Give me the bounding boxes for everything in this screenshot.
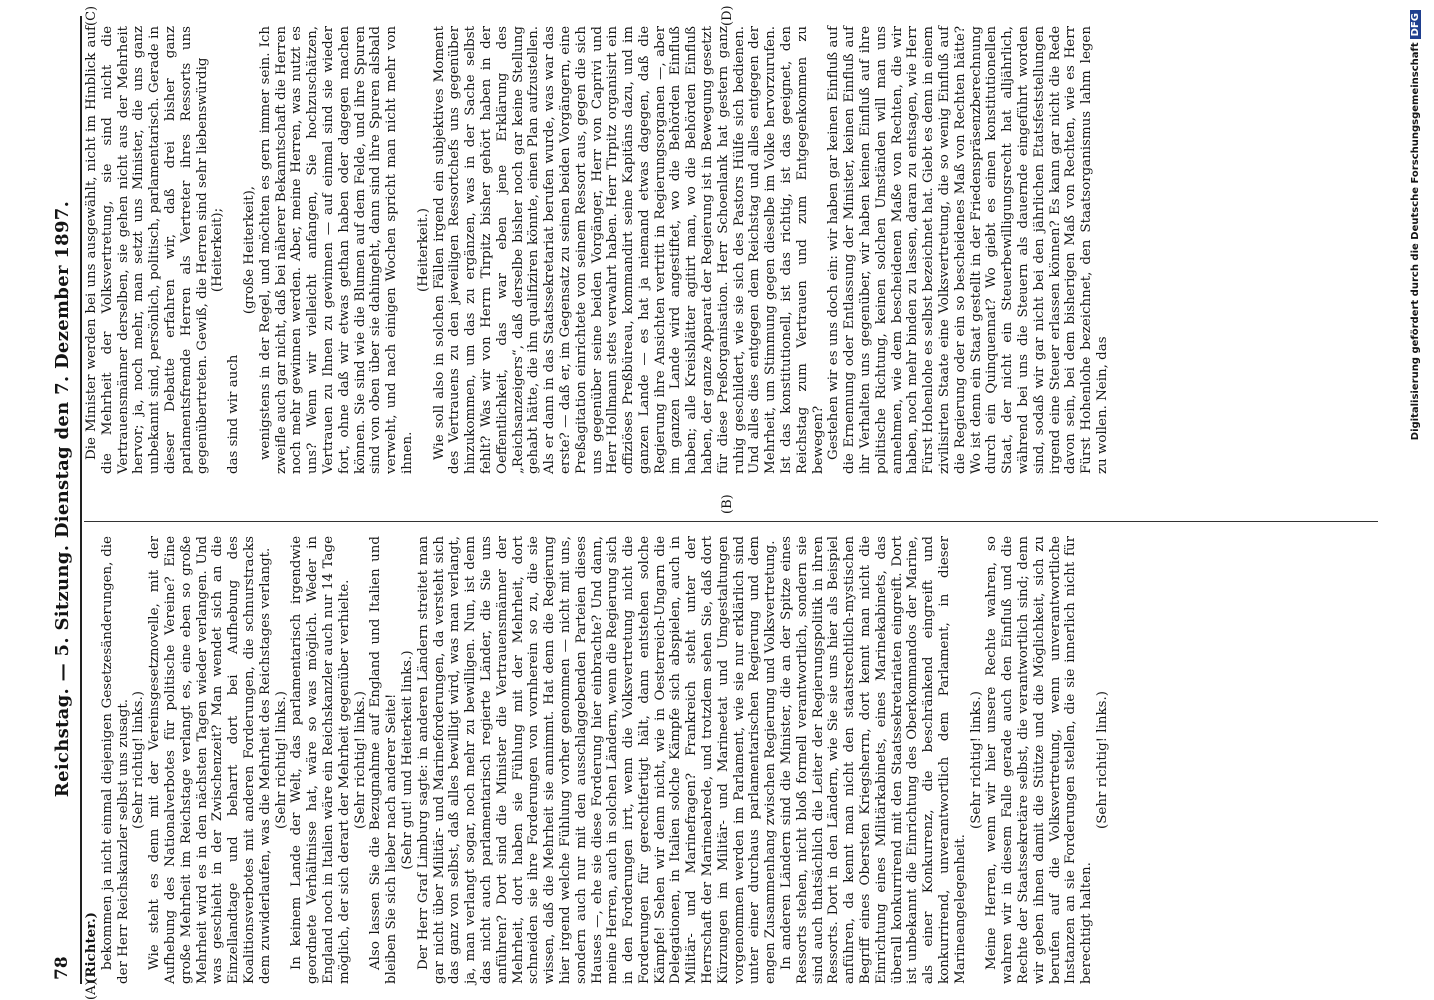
interjection: (große Heiterkeit), [241, 185, 257, 315]
page-number: 78 [52, 956, 72, 980]
margin-label-a: (A) [84, 980, 99, 1000]
paragraph: bekommen ja nicht einmal diejenigen Gesetzesänderungen, die der Herr Reichskanzler selbst uns zusagt. [99, 536, 131, 984]
page-title: Reichstag. — 5. Sitzung. Dienstag den 7. Dezember 1897. [52, 200, 73, 798]
paragraph: Meine Herren, wenn wir hier unsere Rechte wahren, so wahren wir in diesem Falle gerade auch den Einfluß und die Rechte der Staatssekretäre selbst, die verantwortlich sind; denn wir geben ihnen damit die Stütze und die Möglichkeit, sich zu berufen auf die Volksvertretung, wenn unverantwortliche Instanzen an sie Forderungen stellen, die sie innerlich nicht für berechtigt halten. [984, 536, 1095, 984]
paragraph: Gestehen wir es uns doch ein: wir haben gar keinen Einfluß auf die Ernennung oder Entlassung der Minister, keinen Einfluß auf ihr Verhalten uns gegenüber, wir haben keinen Einfluß auf ihre politische Richtung, keinen solchen Umständen will man uns annehmen, wie dem bescheidenen Maße von Rechten, die wir haben, noch mehr binden zu lassen, daran zu entsagen, wie Herr Fürst Hohenlohe es selbst bezeichnet hat. Giebt es denn in einem zivilisirten Staate eine Volksvertretung, die so wenig Einfluß auf die Regierung oder ein so bescheidenes Maß von Rechten hätte? Wo ist denn ein Staat gestellt in der Friedenspräsenzberechnung durch ein Quinquennat? Wo giebt es einen konstitutionellen Staat, der nicht ein Steuerbewilligungsrecht hat alljährlich, während bei uns die Steuern als dauernde eingeführt worden sind, sodaß wir gar nicht bei den jährlichen Etatsfeststellungen irgend eine Steuer erlassen können? Es kann gar nicht die Rede davon sein, bei dem bisherigen Maß von Rechten, wie es Herr Fürst Hohenlohe bezeichnet, den Staatsorganismus lahm legen zu wollen. Nein, das [826, 26, 1110, 474]
speaker-label: (Richter.) [83, 912, 99, 984]
paragraph: Der Herr Graf Limburg sagte: in anderen Ländern streitet man gar nicht über Militär- und Marineforderungen, da versteht sich das ganz von selbst, daß alles bewilligt wird, was man verlangt, ja, man verlangt sogar, noch mehr zu bewilligen. Nun, ist denn das nicht auch parlamentarisch regierte Länder, die Sie uns anführen? Dort sind die Minister die Vertrauensmänner der Mehrheit, dort haben sie Fühlung mit der Mehrheit, dort schneiden sie ihre Forderungen von vornherein so zu, die sie wissen, daß die Mehrheit sie annimmt. Hat denn die Regierung hier irgend welche Fühlung vorher genommen — nicht mit uns, sondern auch nur mit den ausschlaggebenden Parteien dieses Hauses —, ehe sie diese Forderung hier einbrachte? Und dann, meine Herren, auch in solchen Ländern, wenn die Regierung sich in den Forderungen irrt, wenn die Volksvertretung nicht die Forderungen für gerechtfertigt hält, dann entstehen solche Kämpfe! Sehen wir denn nicht, wie in Oesterreich-Ungarn die Delegationen, in Italien solche Kämpfe sich abspielen, auch in Militär- und Marinefragen? Frankreich steht unter der Herrschaft der Marineabrede, und trotzdem sehen Sie, daß dort Kürzungen im Militär- und Marineetat und Umgestaltungen vorgenommen werden im Parlament, wie sie nur erklärlich sind unter einer durchaus parlamentarischen Regierung und dem engen Zusammenhang zwischen Regierung und Volksvertretung. [415, 536, 779, 984]
paragraph: In keinem Lande der Welt, das parlamentarisch irgendwie geordnete Verhältnisse hat, wäre so was möglich. Weder in England noch in Italien wäre ein Reichskanzler auch nur 14 Tage möglich, der sich derart der Mehrheit gegenüber verhielte. [289, 536, 352, 984]
margin-label-b: (B) [720, 494, 735, 514]
interjection: (Heiterkeit); [210, 207, 226, 293]
interjection: das sind wir auch [226, 354, 242, 474]
interjection: (Heiterkeit.) [415, 208, 431, 292]
interjection: (Sehr richtig! links.) [131, 691, 147, 829]
margin-label-c: (C) [84, 5, 99, 26]
paragraph: Wie steht es denn mit der Vereinsgesetznovelle, mit der Aufhebung des Nationalverbotes für politische Vereine? Eine große Mehrheit im Reichstage verlangt es, eine eben so große Mehrheit wird es in den nächsten Tagen wieder verlangen. Und was geschieht in der Zwischenzeit? Man wendet sich an die Einzellandtage und beharrt dort bei Aufhebung des Koalitionsverbotes mit anderen Forderungen, die schnurstracks dem zuwiderlaufen, was die Mehrheit des Reichstages verlangt. [147, 536, 273, 984]
page-header [52, 14, 78, 984]
column-divider [84, 521, 1378, 522]
interjection: (Sehr richtig! links.) [273, 691, 289, 829]
right-column [84, 26, 1111, 474]
paragraph: Wie soll also in solchen Fällen irgend ein subjektives Moment des Vertrauens zu den jeweiligen Ressortchefs uns gegenüber hinzukommen, um das zu ergänzen, was in der Sache selbst fehlt? Was wir von Herrn Tirpitz bisher gehört haben in der Oeffentlichkeit, das war eben jene Erklärung des „Reichsanzeigers“, daß derselbe bisher noch gar keine Stellung gehabt hätte, die ihn qualifiziren könnte, einen Plan aufzustellen. Als er dann in das Staatssekretariat berufen wurde, was war das erste? — daß er, im Gegensatz zu seinen beiden Vorgängern, eine Preßagitation einrichtete von seinem Ressort aus, gegen die sich uns gegenüber seine beiden Vorgänger, Herr von Caprivi und Herr Hollmann stets verwahrt haben. Herr Tirpitz organisirt ein offiziöses Preßbüreau, kommandirt seine Kapitäns dazu, und im ganzen Lande — es hat ja niemand etwas dagegen, daß die Regierung ihre Ansichten vertritt in Regierungsorganen —, aber im ganzen Lande wird angestiftet, wo die Behörden Einfluß haben; alle Kreisblätter agitirt man, wo die Behörden Einfluß haben, der ganze Apparat der Regierung ist in Bewegung gesetzt für diese Preßorganisation. Herr Schoenlank hat gestern ganz ruhig geschildert, wie sie sich des Pastors Hülfe sich bedienen. Und alles dies entgegen dem Reichstag und alles entgegen der Mehrheit, um Stimmung gegen dieselbe im Volke hervorzurufen. Ist das konstitutionell, ist das richtig, ist das geeignet, den Reichstag zum Vertrauen und zum Entgegenkommen zu bewegen? [431, 26, 826, 474]
paragraph: Also lassen Sie die Bezugnahme auf England und Italien und bleiben Sie sich lieber nach anderer Seite! [368, 536, 400, 984]
left-column [84, 536, 1111, 984]
digitization-footer [1410, 10, 1430, 490]
interjection: (Sehr richtig! links.) [968, 691, 984, 829]
paragraph: In anderen Ländern sind die Minister, die an der Spitze eines Ressorts stehen, nicht bloß formell verantwortlich, sondern sie sind auch thatsächlich die Leiter der Regierungspolitik in ihren Ressorts. Dort in den Ländern, wie Sie sie uns hier als Beispiel anführen, da kennt man nicht den staatsrechtlich-mystischen Begriff eines Obersten Kriegsherrn, dort kennt man nicht die Einrichtung eines Militärkabinets, eines Marinekabinets, das überall konkurrirend mit den Staatssekretariaten eingreift. Dort ist unbekannt die Einrichtung des Oberkommandos der Marine, als einer Konkurrenz, die beschränkend eingreift und konkurrirend, unverantwortlich dem Parlament, in dieser Marineangelegenheit. [779, 536, 968, 984]
interjection: (Sehr gut! und Heiterkeit links.) [399, 650, 415, 870]
interjection: (Sehr richtig! links.) [1095, 691, 1110, 829]
interjection: (Sehr richtig! links.) [352, 691, 368, 829]
dfg-logo: DFG [1410, 10, 1421, 39]
header-rule [80, 16, 82, 984]
footer-text: Digitalisierung gefördert durch die Deutsche Forschungsgemeinschaft [1410, 42, 1421, 441]
margin-label-d: (D) [720, 5, 735, 26]
paragraph: Die Minister werden bei uns ausgewählt, nicht im Hinblick auf die Mehrheit der Volksvertretung, sie sind nicht die Vertrauensmänner derselben, sie gehen nicht aus der Mehrheit hervor; ja, noch mehr, man setzt uns Minister, die uns ganz unbekannt sind, persönlich, politisch, parlamentarisch. Gerade in dieser Debatte erfahren wir, daß drei bisher ganz parlamentsfremde Herren als Vertreter ihres Ressorts uns gegenübertreten. Gewiß, die Herren sind sehr liebenswürdig [84, 26, 210, 474]
paragraph: wenigstens in der Regel, und möchten es gern immer sein. Ich zweifle auch gar nicht, daß bei näherer Bekanntschaft die Herren noch mehr gewinnen werden. Aber, meine Herren, was nutzt es uns? Wenn wir vielleicht anfangen, Sie hochzuschätzen, Vertrauen zu Ihnen zu gewinnen — auf einmal sind sie wieder fort, ohne daß wir etwas gethan haben oder dagegen machen können. Sie sind wie die Blumen auf dem Felde, und ihre Spuren sind von oben über sie dahingeht, dann sind ihre Spuren alsbald verweht, und nach einigen Wochen spricht man nicht mehr von ihnen. [257, 26, 415, 474]
